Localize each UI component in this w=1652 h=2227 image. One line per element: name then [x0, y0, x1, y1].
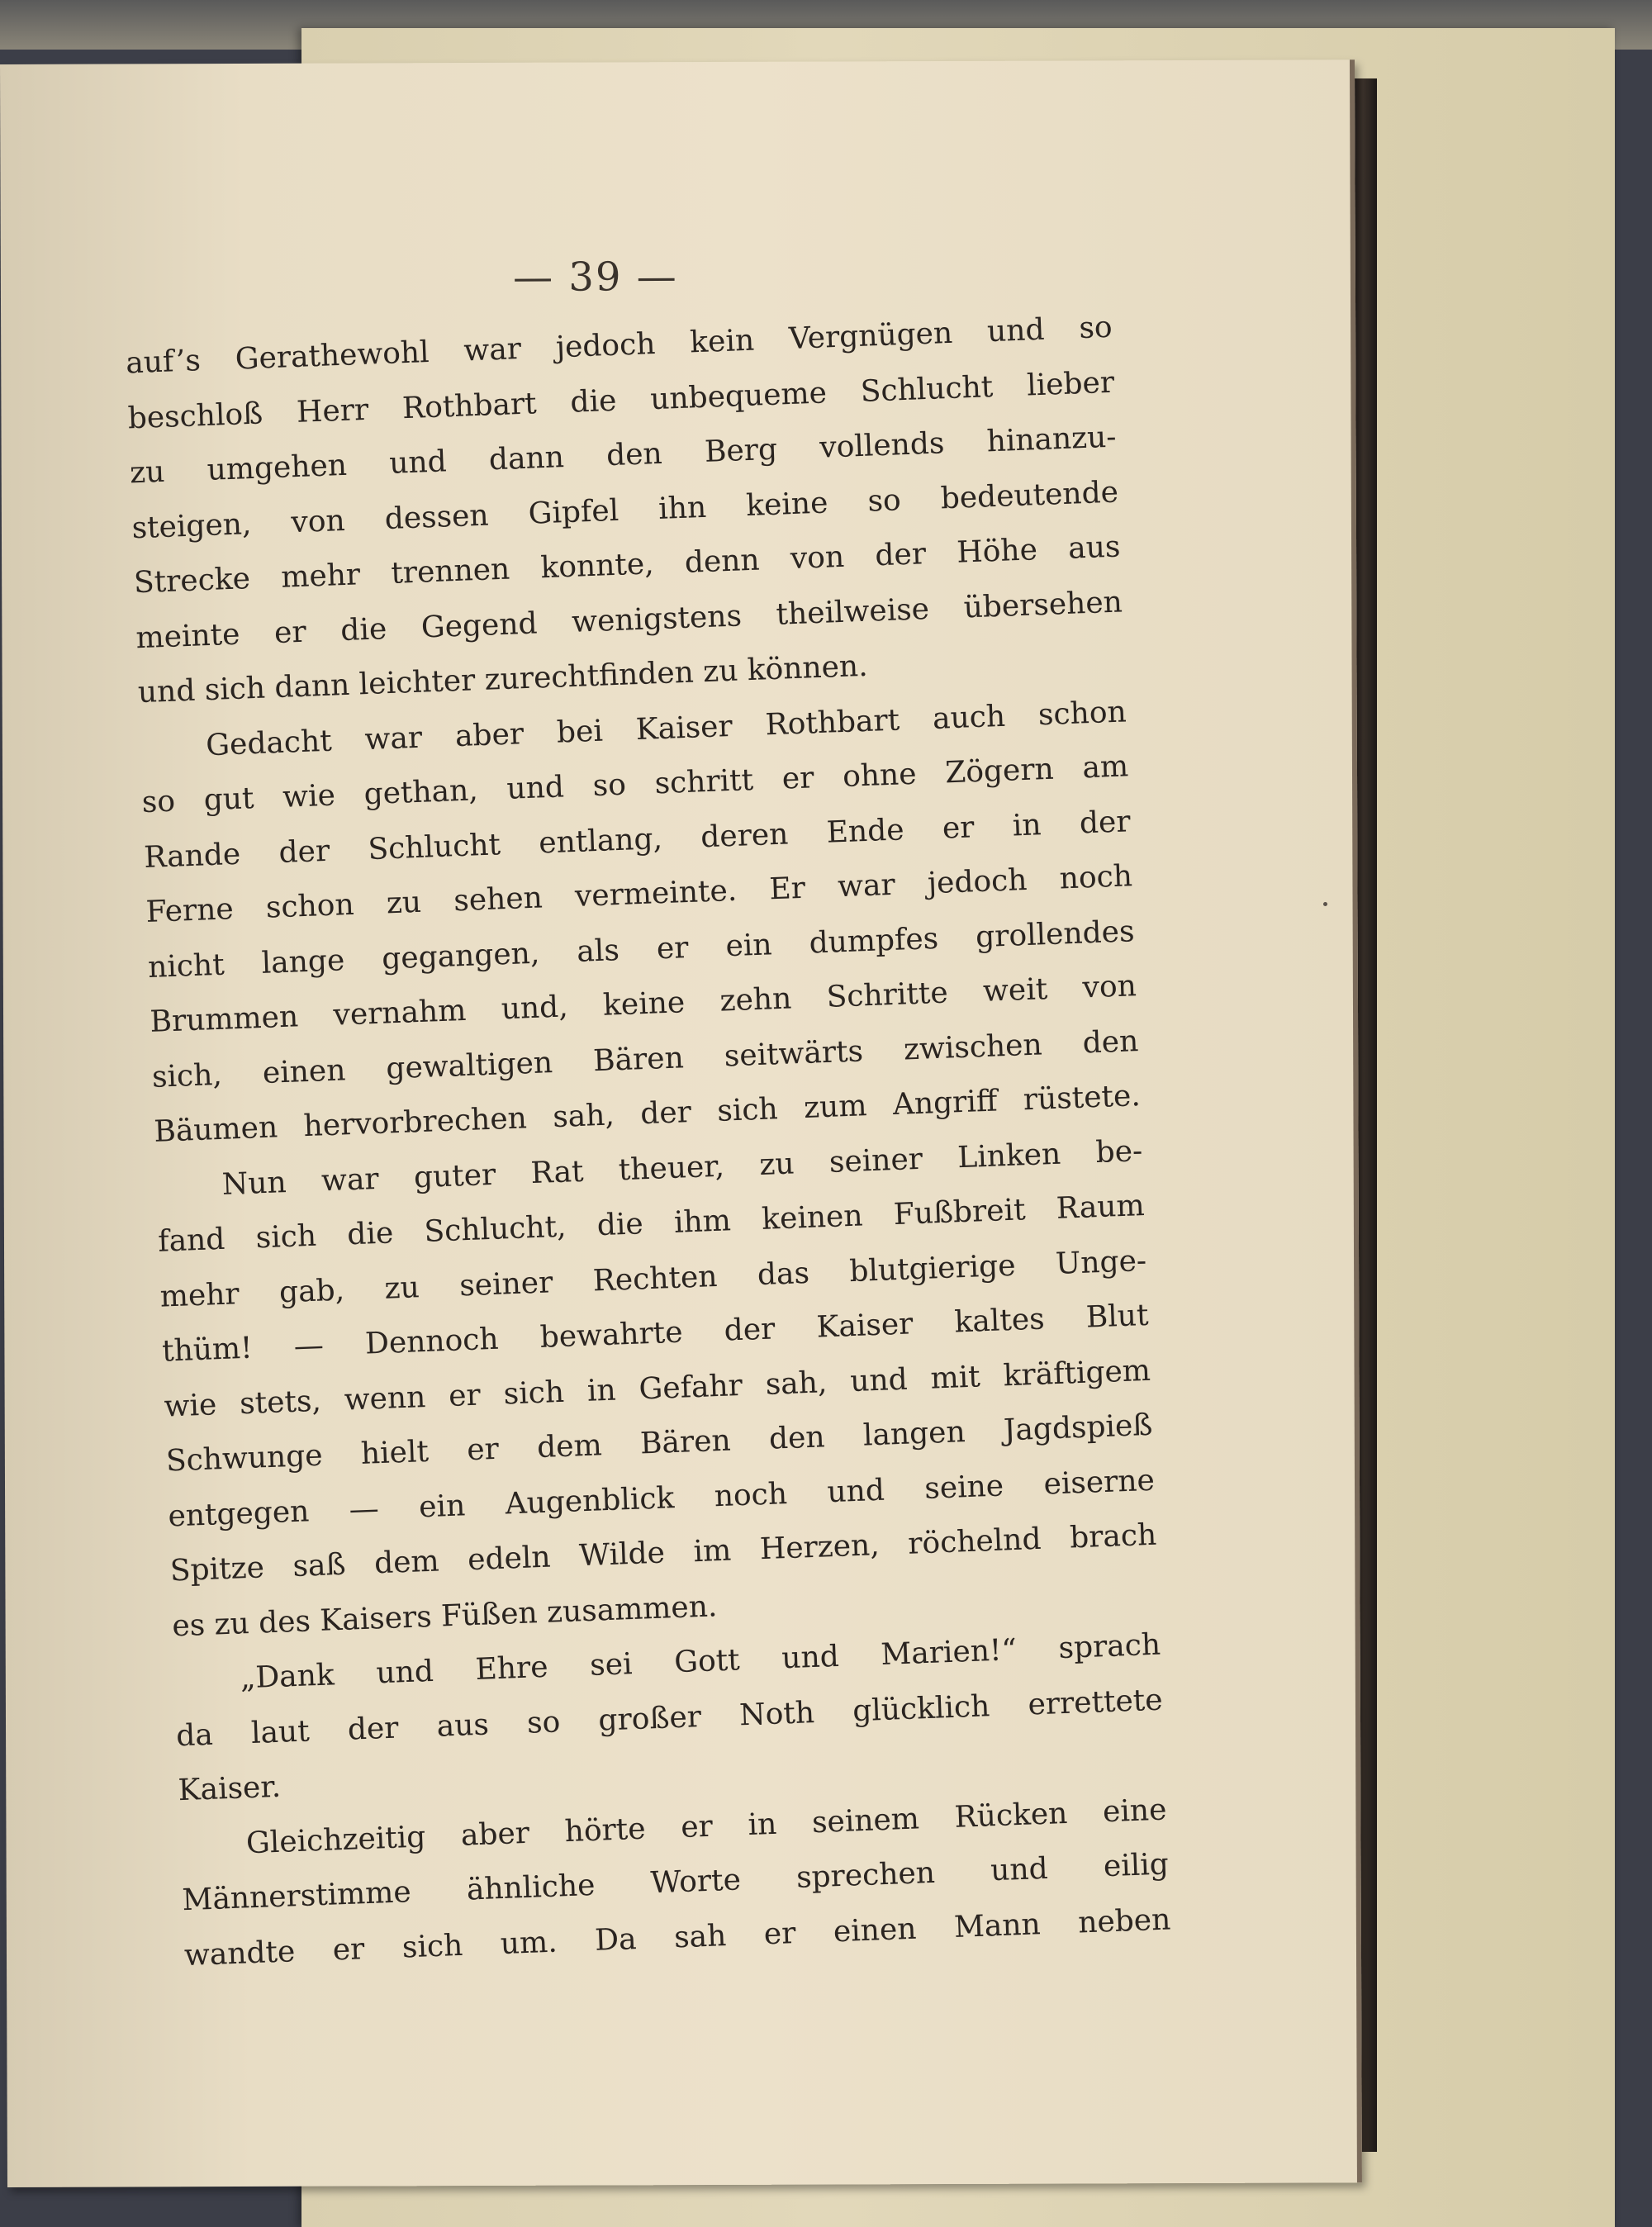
paper-speck: [1323, 902, 1327, 906]
text-line: meinte er die Gegend wenigstens theilweise übersehen: [135, 584, 1123, 655]
text-line: mehr gab, zu seiner Rechten das blutgierige Unge-: [159, 1243, 1147, 1314]
book-page: [0, 59, 1362, 2187]
text-line: Schwunge hielt er dem Bären den langen Jagdspieß: [165, 1408, 1154, 1479]
text-line: Männerstimme ähnliche Worte sprechen und eilig: [181, 1847, 1170, 1918]
text-line: Rande der Schlucht entlang, deren Ende er in der: [143, 804, 1132, 875]
text-line: sich, einen gewaltigen Bären seitwärts zwischen den: [151, 1023, 1139, 1095]
page-body-text: [125, 301, 1171, 1983]
text-line: „Dank und Ehre sei Gott und Marien!“ sprach: [240, 1627, 1161, 1696]
text-line: und sich dann leichter zurechtfinden zu können.: [137, 648, 869, 710]
text-line: da laut der aus so großer Noth glücklich errettete: [175, 1683, 1164, 1753]
text-line: Spitze saß dem edeln Wilde im Herzen, röchelnd brach: [169, 1517, 1157, 1588]
text-line: Bäumen hervorbrechen sah, der sich zum Angriff rüstete.: [153, 1079, 1142, 1149]
text-line: Ferne schon zu sehen vermeinte. Er war jedoch noch: [145, 859, 1133, 929]
text-line: wie stets, wenn er sich in Gefahr sah, und mit kräftigem: [163, 1353, 1151, 1424]
text-line: nicht lange gegangen, als er ein dumpfes grollendes: [147, 914, 1136, 985]
text-line: entgegen — ein Augenblick noch und seine eiserne: [167, 1463, 1156, 1534]
text-line: Kaiser.: [177, 1769, 282, 1808]
text-line: zu umgehen und dann den Berg vollends hinanzu-: [129, 420, 1118, 491]
text-line: Strecke mehr trennen konnte, denn von der Höhe aus: [133, 529, 1122, 601]
text-line: Gedacht war aber bei Kaiser Rothbart auch schon: [205, 694, 1127, 762]
text-line: Nun war guter Rat theuer, zu seiner Linken be-: [221, 1133, 1143, 1202]
text-line: Brummen vernahm und, keine zehn Schritte weit von: [149, 969, 1137, 1039]
page-number: — 39 —: [513, 254, 678, 301]
text-line: es zu des Kaisers Füßen zusammen.: [171, 1588, 719, 1643]
text-line: wandte er sich um. Da sah er einen Mann neben: [183, 1902, 1171, 1973]
text-line: steigen, von dessen Gipfel ihn keine so bedeutende: [131, 475, 1119, 545]
text-line: Gleichzeitig aber hörte er in seinem Rücken eine: [245, 1792, 1168, 1860]
text-line: beschloß Herr Rothbart die unbequeme Schlucht lieber: [127, 365, 1115, 435]
text-line: thüm! — Dennoch bewahrte der Kaiser kaltes Blut: [161, 1298, 1150, 1369]
text-line: so gut wie gethan, und so schritt er ohne Zögern am: [141, 749, 1129, 820]
text-line: auf’s Gerathewohl war jedoch kein Vergnügen und so: [125, 310, 1113, 381]
text-line: fand sich die Schlucht, die ihm keinen Fußbreit Raum: [157, 1188, 1146, 1259]
